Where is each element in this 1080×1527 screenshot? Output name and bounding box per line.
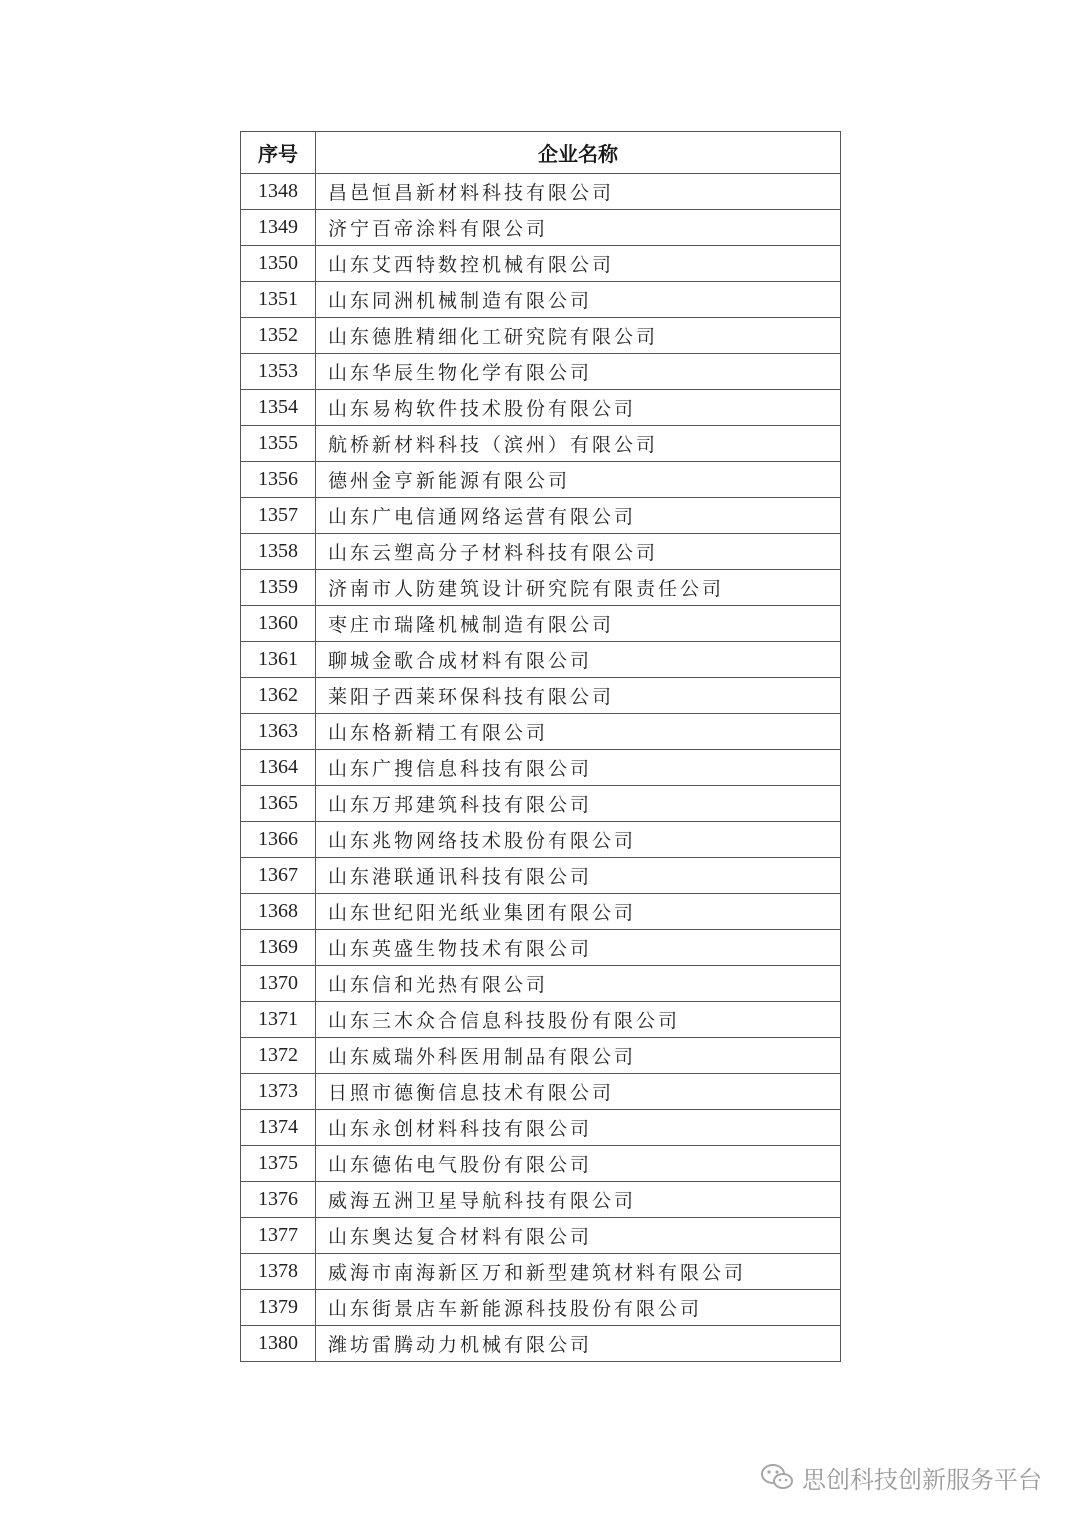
company-name-cell: 山东广搜信息科技有限公司 bbox=[316, 750, 841, 786]
table-row bbox=[241, 1110, 841, 1146]
table-row bbox=[241, 1002, 841, 1038]
table-row bbox=[241, 1326, 841, 1362]
serial-number-cell: 1379 bbox=[241, 1290, 316, 1326]
table-row bbox=[241, 1146, 841, 1182]
serial-number-cell: 1377 bbox=[241, 1218, 316, 1254]
company-name-cell: 山东格新精工有限公司 bbox=[316, 714, 841, 750]
table-header-row bbox=[241, 132, 841, 174]
watermark-text: 思创科技创新服务平台 bbox=[802, 1465, 1042, 1494]
company-name-cell: 济南市人防建筑设计研究院有限责任公司 bbox=[316, 570, 841, 606]
company-name-cell: 山东世纪阳光纸业集团有限公司 bbox=[316, 894, 841, 930]
company-name-cell: 威海市南海新区万和新型建筑材料有限公司 bbox=[316, 1254, 841, 1290]
company-name-cell: 潍坊雷腾动力机械有限公司 bbox=[316, 1326, 841, 1362]
header-serial-number: 序号 bbox=[241, 132, 316, 174]
table-row bbox=[241, 318, 841, 354]
table-row bbox=[241, 354, 841, 390]
wechat-icon bbox=[760, 1463, 794, 1491]
table-row bbox=[241, 1290, 841, 1326]
company-name-cell: 山东德佑电气股份有限公司 bbox=[316, 1146, 841, 1182]
company-name-cell: 昌邑恒昌新材料科技有限公司 bbox=[316, 174, 841, 210]
company-name-cell: 山东英盛生物技术有限公司 bbox=[316, 930, 841, 966]
table-row bbox=[241, 822, 841, 858]
company-name-cell: 航桥新材料科技（滨州）有限公司 bbox=[316, 426, 841, 462]
table-row bbox=[241, 462, 841, 498]
table-row bbox=[241, 606, 841, 642]
company-table bbox=[240, 131, 841, 1362]
table-row bbox=[241, 570, 841, 606]
serial-number-cell: 1380 bbox=[241, 1326, 316, 1362]
company-name-cell: 山东同洲机械制造有限公司 bbox=[316, 282, 841, 318]
serial-number-cell: 1352 bbox=[241, 318, 316, 354]
serial-number-cell: 1358 bbox=[241, 534, 316, 570]
serial-number-cell: 1364 bbox=[241, 750, 316, 786]
company-name-cell: 莱阳子西莱环保科技有限公司 bbox=[316, 678, 841, 714]
serial-number-cell: 1355 bbox=[241, 426, 316, 462]
company-name-cell: 山东易构软件技术股份有限公司 bbox=[316, 390, 841, 426]
table-header bbox=[241, 132, 841, 174]
serial-number-cell: 1366 bbox=[241, 822, 316, 858]
table-row bbox=[241, 894, 841, 930]
table-row bbox=[241, 1074, 841, 1110]
table-row bbox=[241, 210, 841, 246]
company-name-cell: 日照市德衡信息技术有限公司 bbox=[316, 1074, 841, 1110]
company-name-cell: 山东广电信通网络运营有限公司 bbox=[316, 498, 841, 534]
serial-number-cell: 1350 bbox=[241, 246, 316, 282]
table-row bbox=[241, 246, 841, 282]
table-row bbox=[241, 750, 841, 786]
company-name-cell: 山东华辰生物化学有限公司 bbox=[316, 354, 841, 390]
table-row bbox=[241, 498, 841, 534]
serial-number-cell: 1368 bbox=[241, 894, 316, 930]
serial-number-cell: 1369 bbox=[241, 930, 316, 966]
serial-number-cell: 1357 bbox=[241, 498, 316, 534]
serial-number-cell: 1348 bbox=[241, 174, 316, 210]
watermark bbox=[760, 1462, 1042, 1492]
company-name-cell: 山东街景店车新能源科技股份有限公司 bbox=[316, 1290, 841, 1326]
serial-number-cell: 1367 bbox=[241, 858, 316, 894]
company-name-cell: 山东港联通讯科技有限公司 bbox=[316, 858, 841, 894]
company-name-cell: 山东云塑高分子材料科技有限公司 bbox=[316, 534, 841, 570]
table-row bbox=[241, 426, 841, 462]
table-row bbox=[241, 786, 841, 822]
table-row bbox=[241, 1254, 841, 1290]
table-row bbox=[241, 1218, 841, 1254]
table-row bbox=[241, 174, 841, 210]
serial-number-cell: 1371 bbox=[241, 1002, 316, 1038]
serial-number-cell: 1359 bbox=[241, 570, 316, 606]
table-body bbox=[241, 174, 841, 1362]
serial-number-cell: 1356 bbox=[241, 462, 316, 498]
table-row bbox=[241, 678, 841, 714]
serial-number-cell: 1373 bbox=[241, 1074, 316, 1110]
serial-number-cell: 1376 bbox=[241, 1182, 316, 1218]
company-name-cell: 山东万邦建筑科技有限公司 bbox=[316, 786, 841, 822]
table-row bbox=[241, 714, 841, 750]
company-name-cell: 山东信和光热有限公司 bbox=[316, 966, 841, 1002]
serial-number-cell: 1363 bbox=[241, 714, 316, 750]
company-name-cell: 济宁百帝涂料有限公司 bbox=[316, 210, 841, 246]
serial-number-cell: 1374 bbox=[241, 1110, 316, 1146]
serial-number-cell: 1349 bbox=[241, 210, 316, 246]
company-name-cell: 山东奥达复合材料有限公司 bbox=[316, 1218, 841, 1254]
serial-number-cell: 1375 bbox=[241, 1146, 316, 1182]
table-row bbox=[241, 642, 841, 678]
serial-number-cell: 1354 bbox=[241, 390, 316, 426]
table-row bbox=[241, 390, 841, 426]
serial-number-cell: 1365 bbox=[241, 786, 316, 822]
company-name-cell: 山东兆物网络技术股份有限公司 bbox=[316, 822, 841, 858]
serial-number-cell: 1361 bbox=[241, 642, 316, 678]
serial-number-cell: 1360 bbox=[241, 606, 316, 642]
serial-number-cell: 1378 bbox=[241, 1254, 316, 1290]
serial-number-cell: 1370 bbox=[241, 966, 316, 1002]
company-name-cell: 聊城金歌合成材料有限公司 bbox=[316, 642, 841, 678]
table-row bbox=[241, 282, 841, 318]
serial-number-cell: 1372 bbox=[241, 1038, 316, 1074]
company-name-cell: 山东德胜精细化工研究院有限公司 bbox=[316, 318, 841, 354]
serial-number-cell: 1362 bbox=[241, 678, 316, 714]
table-row bbox=[241, 534, 841, 570]
table-row bbox=[241, 1182, 841, 1218]
company-name-cell: 威海五洲卫星导航科技有限公司 bbox=[316, 1182, 841, 1218]
header-company-name: 企业名称 bbox=[316, 132, 841, 174]
company-name-cell: 枣庄市瑞隆机械制造有限公司 bbox=[316, 606, 841, 642]
company-name-cell: 山东三木众合信息科技股份有限公司 bbox=[316, 1002, 841, 1038]
serial-number-cell: 1351 bbox=[241, 282, 316, 318]
company-name-cell: 山东威瑞外科医用制品有限公司 bbox=[316, 1038, 841, 1074]
company-name-cell: 德州金亨新能源有限公司 bbox=[316, 462, 841, 498]
table-row bbox=[241, 966, 841, 1002]
company-name-cell: 山东艾西特数控机械有限公司 bbox=[316, 246, 841, 282]
table-row bbox=[241, 858, 841, 894]
company-name-cell: 山东永创材料科技有限公司 bbox=[316, 1110, 841, 1146]
table-row bbox=[241, 930, 841, 966]
serial-number-cell: 1353 bbox=[241, 354, 316, 390]
table-row bbox=[241, 1038, 841, 1074]
